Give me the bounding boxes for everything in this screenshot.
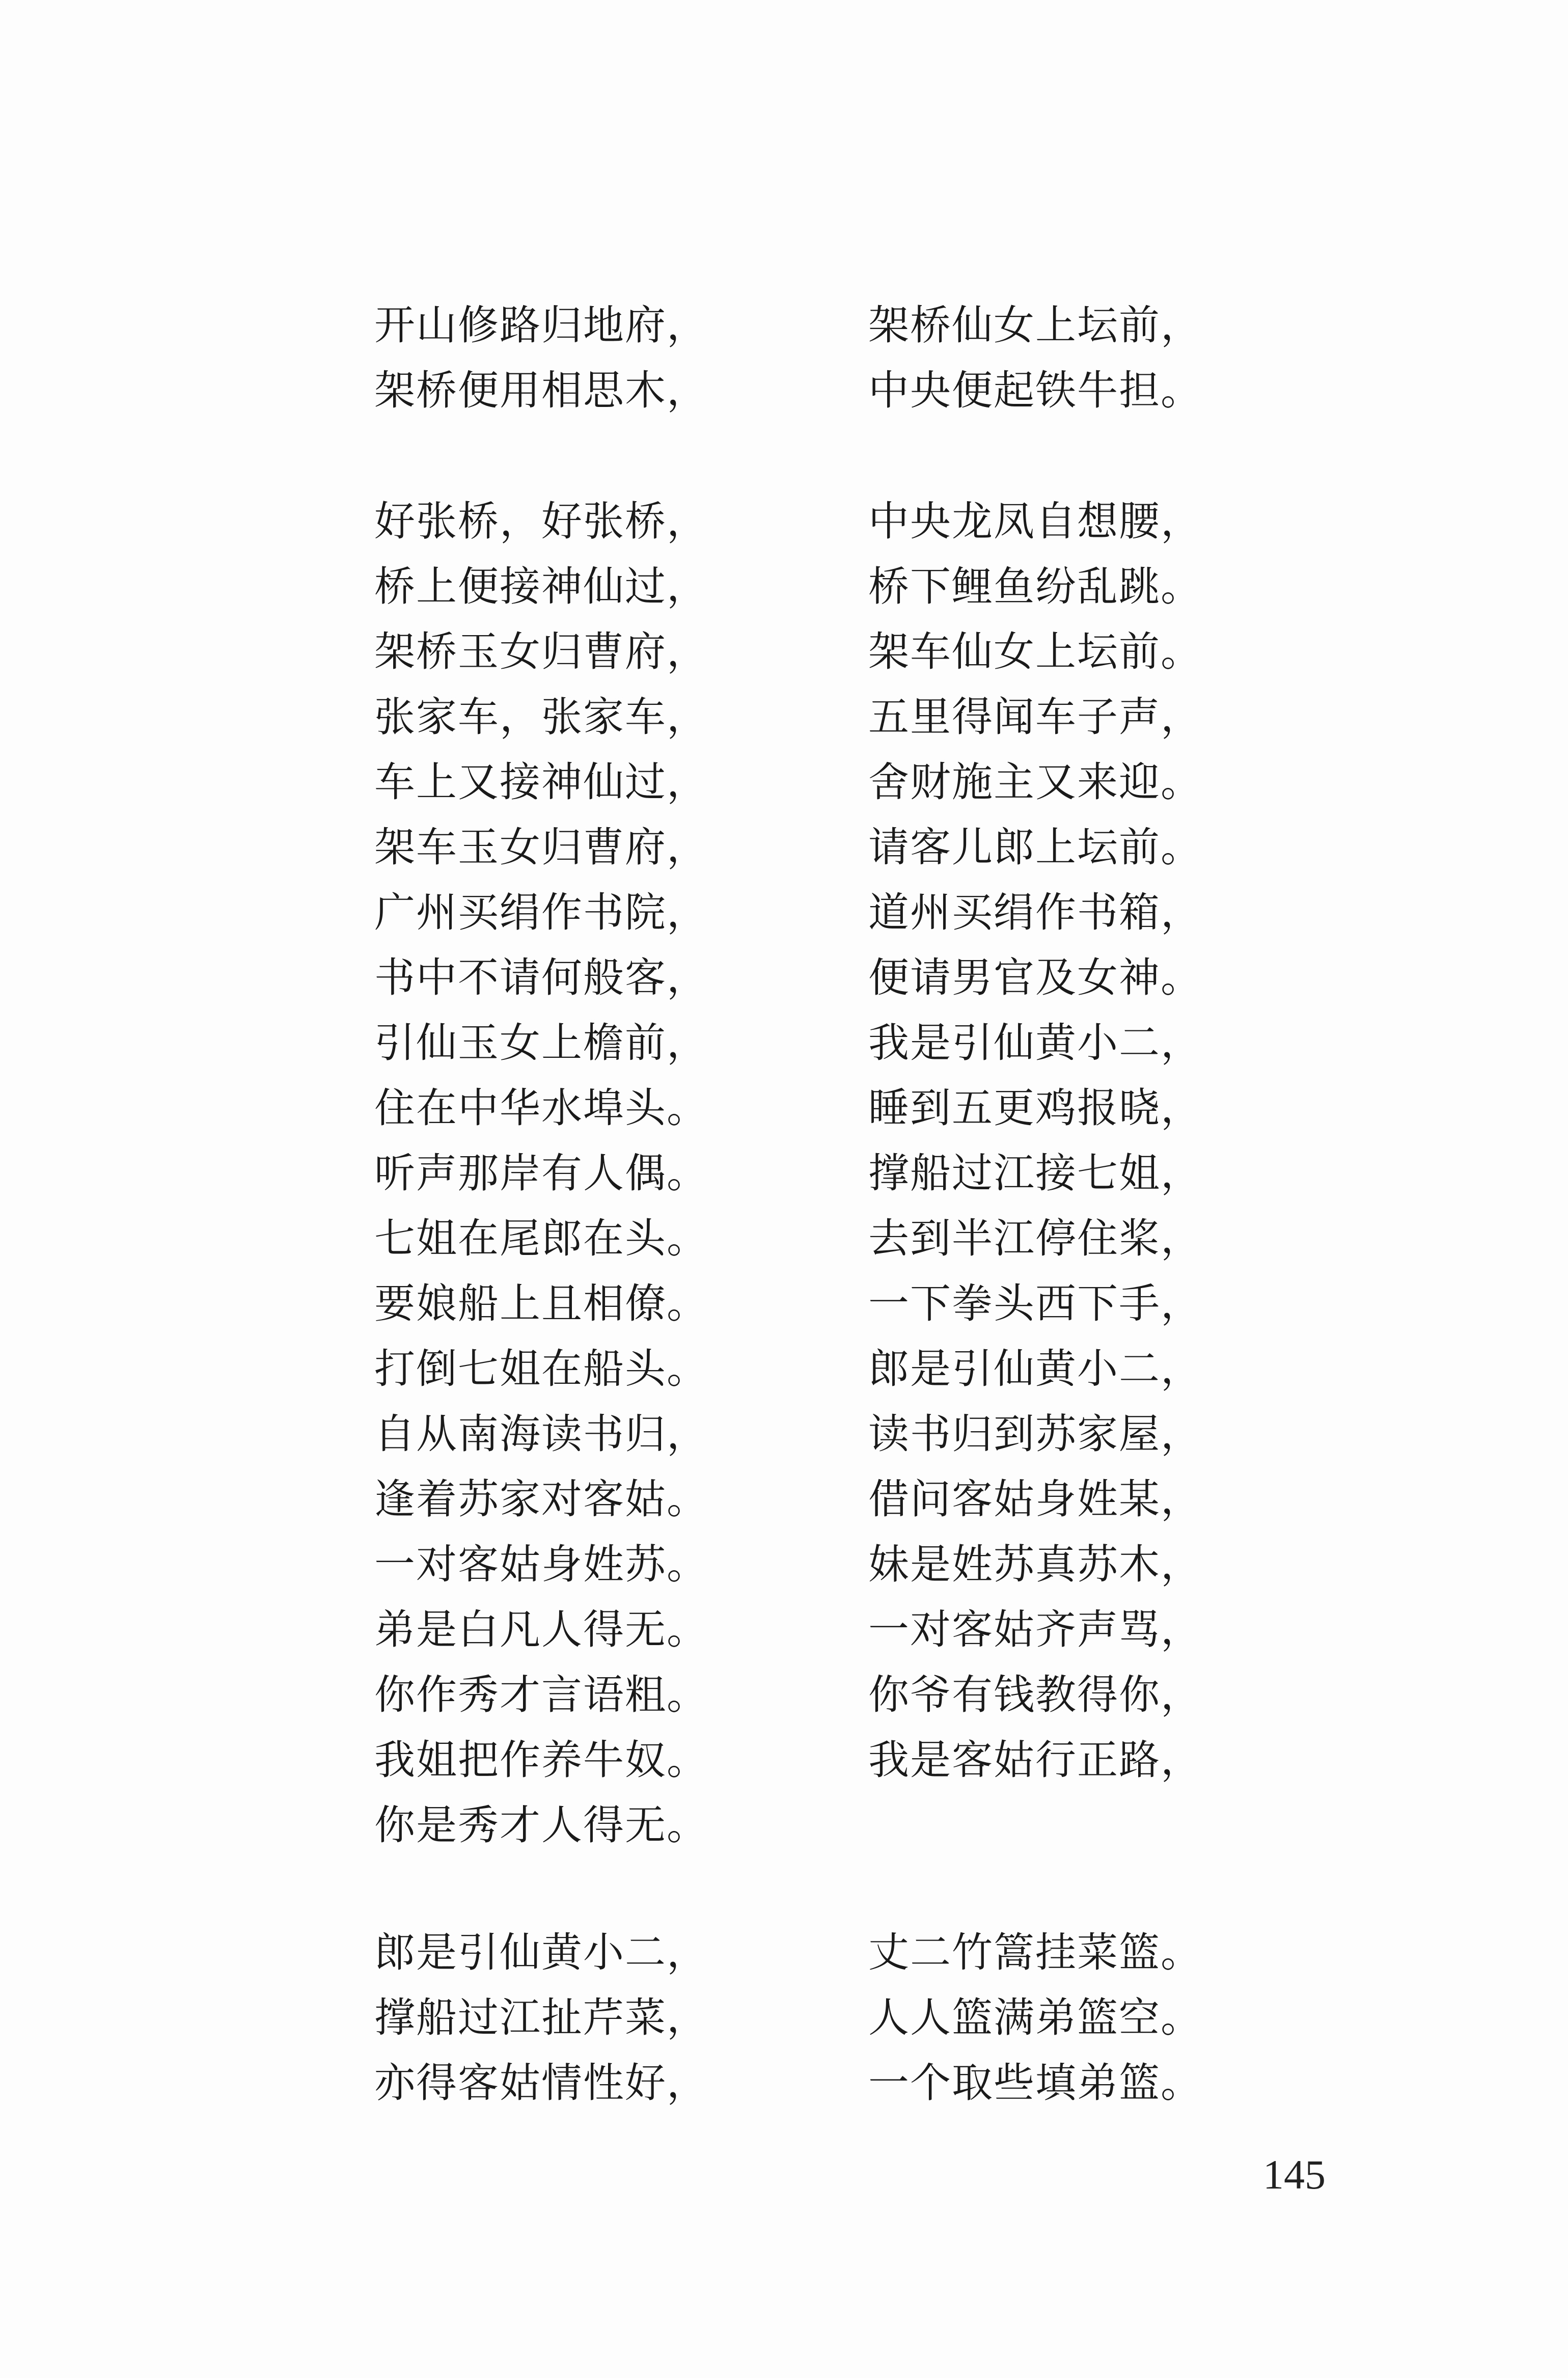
left-verse-line: 自从南海读书归， xyxy=(374,1410,708,1458)
verse-row xyxy=(374,1597,1240,1662)
left-verse-line: 我姐把作养牛奴。 xyxy=(374,1736,708,1784)
left-verse-line: 张家车，张家车， xyxy=(374,693,708,741)
left-verse-line: 你作秀才言语粗。 xyxy=(374,1671,708,1718)
verse-row xyxy=(374,880,1240,945)
left-verse-line: 七姐在尾郎在头。 xyxy=(374,1215,708,1262)
verse-row xyxy=(374,1141,1240,1206)
right-verse-line: 睡到五更鸡报晓， xyxy=(868,1084,1202,1132)
left-verse-line: 要娘船上且相僚。 xyxy=(374,1280,708,1327)
verse-row xyxy=(374,1206,1240,1271)
left-verse-line: 开山修路归地府， xyxy=(374,302,708,349)
verse-row xyxy=(374,619,1240,685)
page-number: 145 xyxy=(1263,2151,1326,2198)
verse-row xyxy=(374,1010,1240,1076)
verse-row xyxy=(374,358,1240,423)
right-verse-line: 请客儿郎上坛前。 xyxy=(868,824,1202,871)
left-verse-line: 郎是引仙黄小二， xyxy=(374,1929,708,1976)
verse-row xyxy=(374,554,1240,619)
left-verse-line: 书中不请何般客， xyxy=(374,954,708,1001)
right-verse-line: 桥下鲤鱼纷乱跳。 xyxy=(868,563,1202,610)
right-verse-line: 读书归到苏家屋， xyxy=(868,1410,1202,1458)
left-verse-line: 打倒七姐在船头。 xyxy=(374,1345,708,1392)
verse-row xyxy=(374,1076,1240,1141)
right-verse-line: 丈二竹篙挂菜篮。 xyxy=(868,1929,1202,1976)
verse-row xyxy=(374,750,1240,815)
verse-row xyxy=(374,1271,1240,1336)
right-verse-line: 借问客姑身姓某， xyxy=(868,1475,1202,1523)
verse-row xyxy=(374,489,1240,554)
right-verse-line: 架车仙女上坛前。 xyxy=(868,628,1202,675)
left-verse-line: 架车玉女归曹府， xyxy=(374,824,708,871)
right-verse-line: 人人篮满弟篮空。 xyxy=(868,1994,1202,2041)
right-verse-line: 去到半江停住桨， xyxy=(868,1215,1202,1262)
right-verse-line: 我是客姑行正路， xyxy=(868,1736,1202,1784)
right-verse-line: 一个取些填弟篮。 xyxy=(868,2059,1202,2107)
left-verse-line: 听声那岸有人偶。 xyxy=(374,1150,708,1197)
stanza-3 xyxy=(374,1920,1240,2116)
left-verse-line: 桥上便接神仙过， xyxy=(374,563,708,610)
left-verse-line: 住在中华水埠头。 xyxy=(374,1084,708,1132)
verse-row xyxy=(374,1728,1240,1793)
right-verse-line: 妹是姓苏真苏木， xyxy=(868,1541,1202,1588)
left-verse-line: 亦得客姑情性好， xyxy=(374,2059,708,2107)
left-verse-line: 逢着苏家对客姑。 xyxy=(374,1475,708,1523)
verse-row xyxy=(374,1662,1240,1728)
right-verse-line: 郎是引仙黄小二， xyxy=(868,1345,1202,1392)
right-verse-line: 中央龙凤自想腰， xyxy=(868,498,1202,545)
left-verse-line: 架桥玉女归曹府， xyxy=(374,628,708,675)
verse-row xyxy=(374,1920,1240,1985)
right-verse-line: 中央便起铁牛担。 xyxy=(868,367,1202,414)
verse-row xyxy=(374,1985,1240,2051)
left-verse-line: 你是秀才人得无。 xyxy=(374,1801,708,1849)
left-verse-line: 车上又接神仙过， xyxy=(374,758,708,806)
verse-row xyxy=(374,1467,1240,1532)
right-verse-line: 撑船过江接七姐， xyxy=(868,1150,1202,1197)
right-verse-line: 我是引仙黄小二， xyxy=(868,1019,1202,1067)
stanza-2 xyxy=(374,489,1240,1858)
right-verse-line: 道州买绢作书箱， xyxy=(868,889,1202,936)
verse-row xyxy=(374,2051,1240,2116)
verse-row xyxy=(374,945,1240,1010)
right-verse-line: 你爷有钱教得你， xyxy=(868,1671,1202,1718)
verse-row xyxy=(374,1336,1240,1402)
left-verse-line: 引仙玉女上檐前， xyxy=(374,1019,708,1067)
left-verse-line: 好张桥，好张桥， xyxy=(374,498,708,545)
verse-row xyxy=(374,1532,1240,1597)
right-verse-line: 一对客姑齐声骂， xyxy=(868,1606,1202,1653)
right-verse-line: 舍财施主又来迎。 xyxy=(868,758,1202,806)
verse-row xyxy=(374,1402,1240,1467)
right-verse-line: 架桥仙女上坛前， xyxy=(868,302,1202,349)
right-verse-line: 五里得闻车子声， xyxy=(868,693,1202,741)
left-verse-line: 架桥便用相思木， xyxy=(374,367,708,414)
verse-row xyxy=(374,293,1240,358)
right-verse-line: 便请男官及女神。 xyxy=(868,954,1202,1001)
left-verse-line: 撑船过江扯芹菜， xyxy=(374,1994,708,2041)
right-verse-line: 一下拳头西下手， xyxy=(868,1280,1202,1327)
left-verse-line: 一对客姑身姓苏。 xyxy=(374,1541,708,1588)
verse-row xyxy=(374,685,1240,750)
verse-row xyxy=(374,815,1240,880)
left-verse-line: 弟是白凡人得无。 xyxy=(374,1606,708,1653)
verse-row xyxy=(374,1793,1240,1858)
left-verse-line: 广州买绢作书院， xyxy=(374,889,708,936)
stanza-1 xyxy=(374,293,1240,423)
